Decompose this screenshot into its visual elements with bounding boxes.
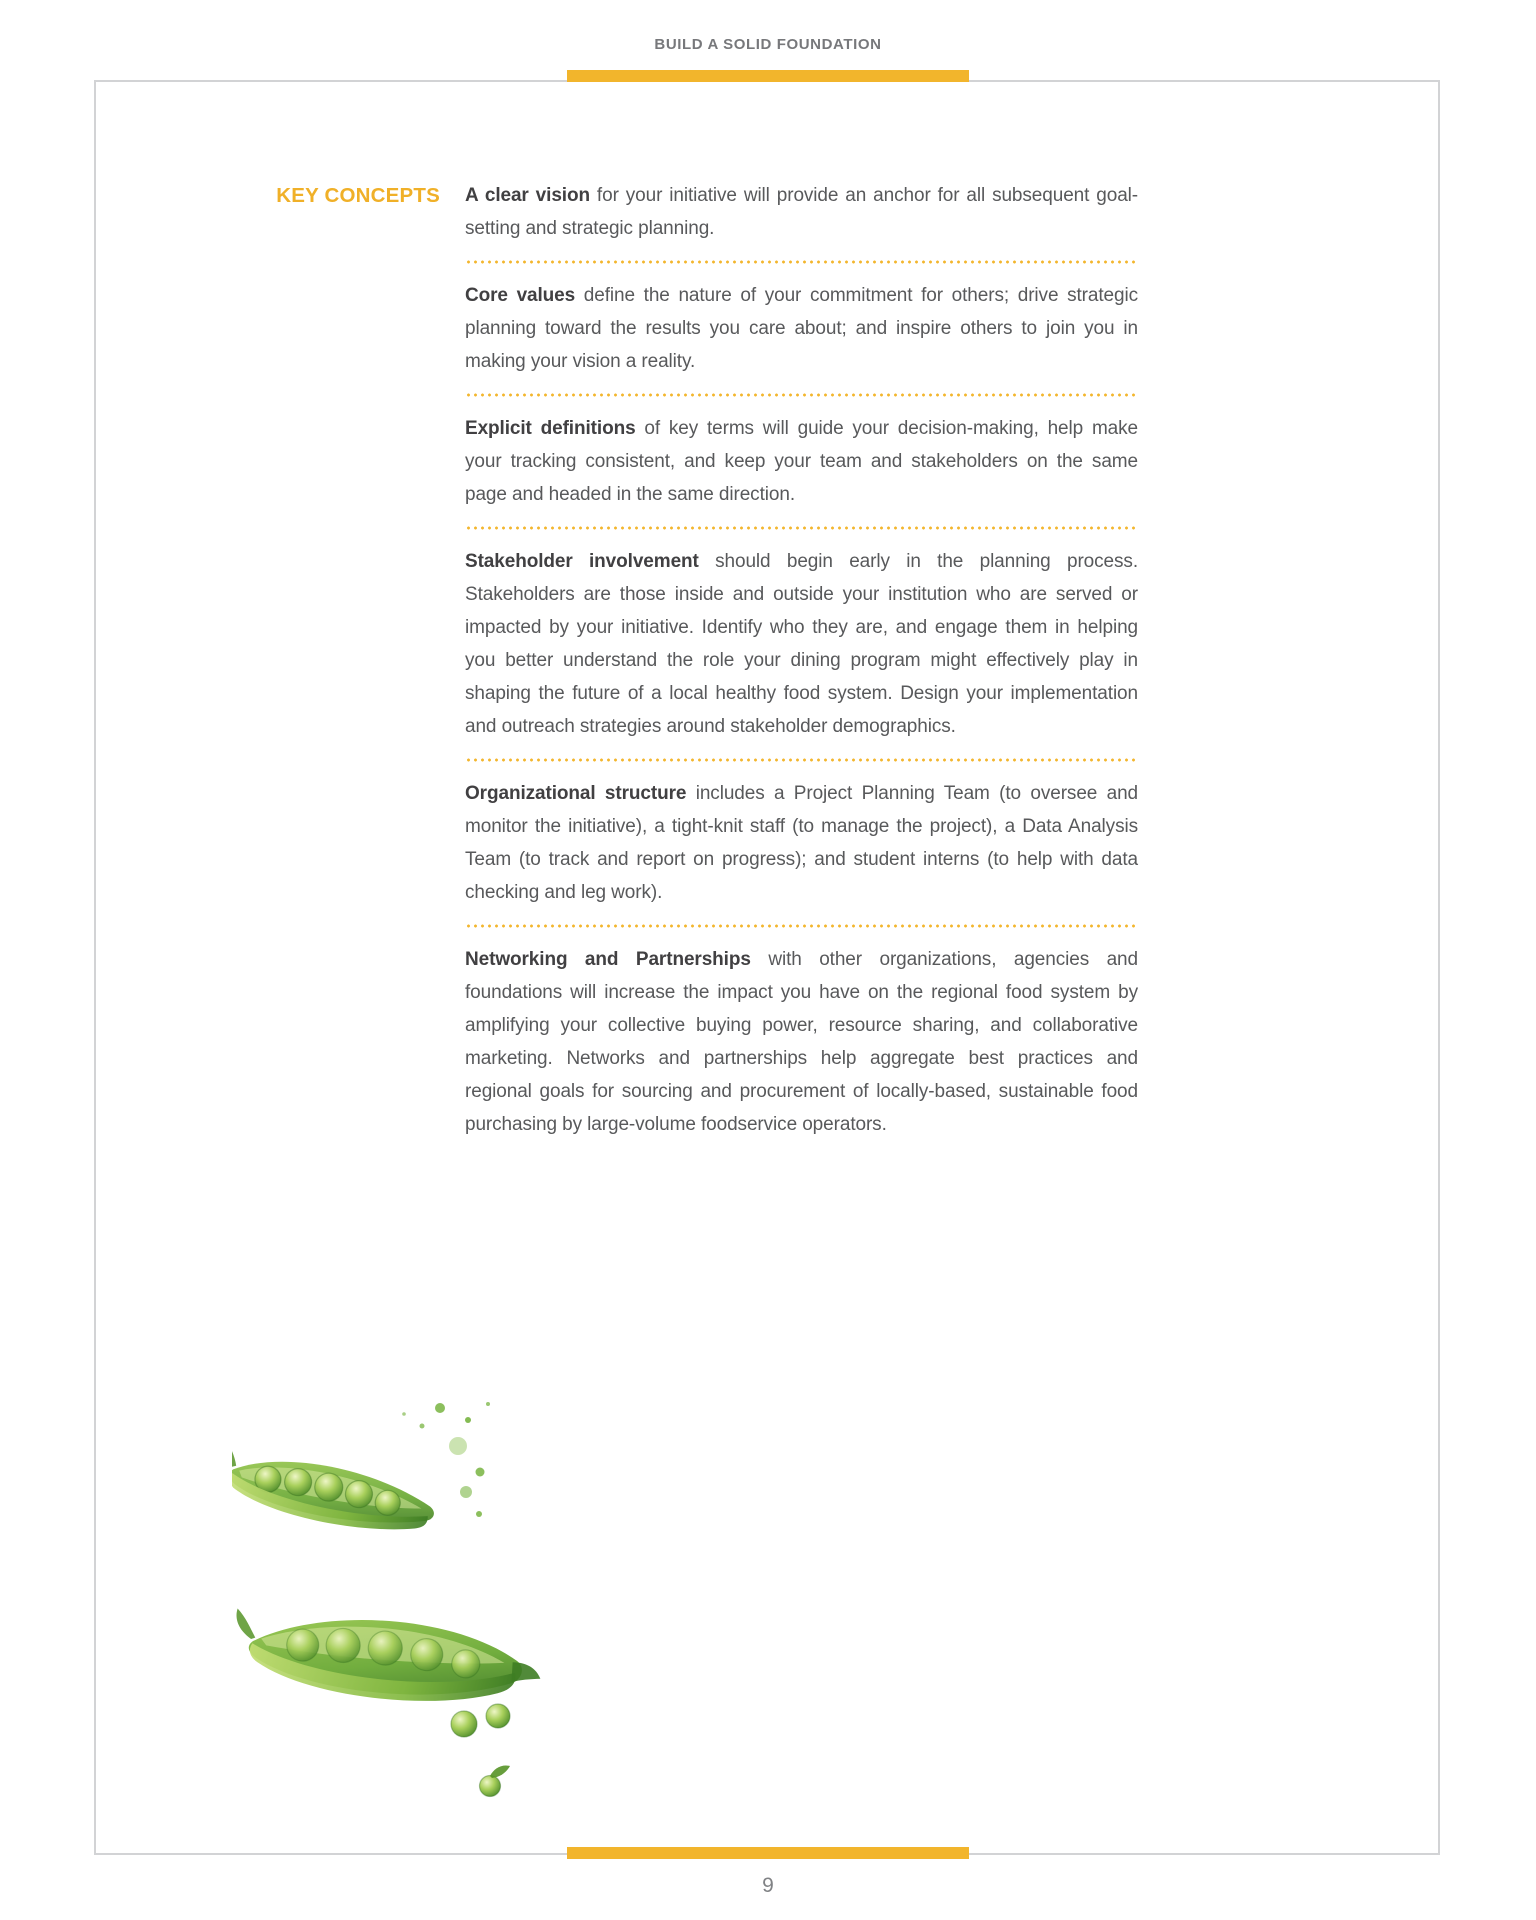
dotted-separator [465,758,1138,762]
top-accent-bar [567,70,969,82]
concept-lead: Explicit definitions [465,418,636,439]
concept-body: define the nature of your commitment for others; drive strategic planning toward the results you care about; and inspire others to join you in making your vision a reality. [465,285,1138,372]
key-concepts-list [465,179,1138,1156]
concept-item [465,943,1138,1141]
concept-lead: A clear vision [465,185,590,206]
concept-paragraph [465,279,1138,378]
dotted-separator [465,924,1138,928]
concept-lead: Stakeholder involvement [465,551,699,572]
concept-body: with other organizations, agencies and foundations will increase the impact you have on the regional food system by amplifying your collective buying power, resource sharing, and collaborative marketing. Networks and partnerships help aggregate best practices and regional goals for sourcing and procurement of locally-based, sustainable food purchasing by large-volume foodservice operators. [465,949,1138,1135]
concept-item [465,777,1138,928]
dotted-separator [465,526,1138,530]
concept-paragraph [465,179,1138,245]
concept-paragraph [465,545,1138,743]
concept-body: should begin early in the planning process. Stakeholders are those inside and outside your institution who are served or impacted by your initiative. Identify who they are, and engage them in helping you better understand the role your dining program might effectively play in shaping the future of a local healthy food system. Design your implementation and outreach strategies around stakeholder demographics. [465,551,1138,737]
bottom-accent-bar [567,1847,969,1859]
concept-lead: Organizational structure [465,783,687,804]
dotted-separator [465,260,1138,264]
concept-paragraph [465,412,1138,511]
page-number: 9 [762,1874,774,1897]
concept-item [465,179,1138,264]
dotted-separator [465,393,1138,397]
running-header: BUILD A SOLID FOUNDATION [654,36,882,53]
concept-item [465,412,1138,530]
concept-body: for your initiative will provide an anchor for all subsequent goal-setting and strategic planning. [465,185,1139,239]
concept-item [465,545,1138,762]
pea-pods-illustration-icon [232,1392,577,1837]
concept-lead: Networking and Partnerships [465,949,751,970]
concept-paragraph [465,777,1138,909]
concept-body: of key terms will guide your decision-making, help make your tracking consistent, and keep your team and stakeholders on the same page and headed in the same direction. [465,418,1139,505]
concept-body: includes a Project Planning Team (to oversee and monitor the initiative), a tight-knit staff (to manage the project), a Data Analysis Team (to track and report on progress); and student interns (to help with data checking and leg work). [465,783,1138,903]
concept-lead: Core values [465,285,576,306]
concept-item [465,279,1138,397]
key-concepts-label: KEY CONCEPTS [276,184,440,207]
concept-paragraph [465,943,1138,1141]
